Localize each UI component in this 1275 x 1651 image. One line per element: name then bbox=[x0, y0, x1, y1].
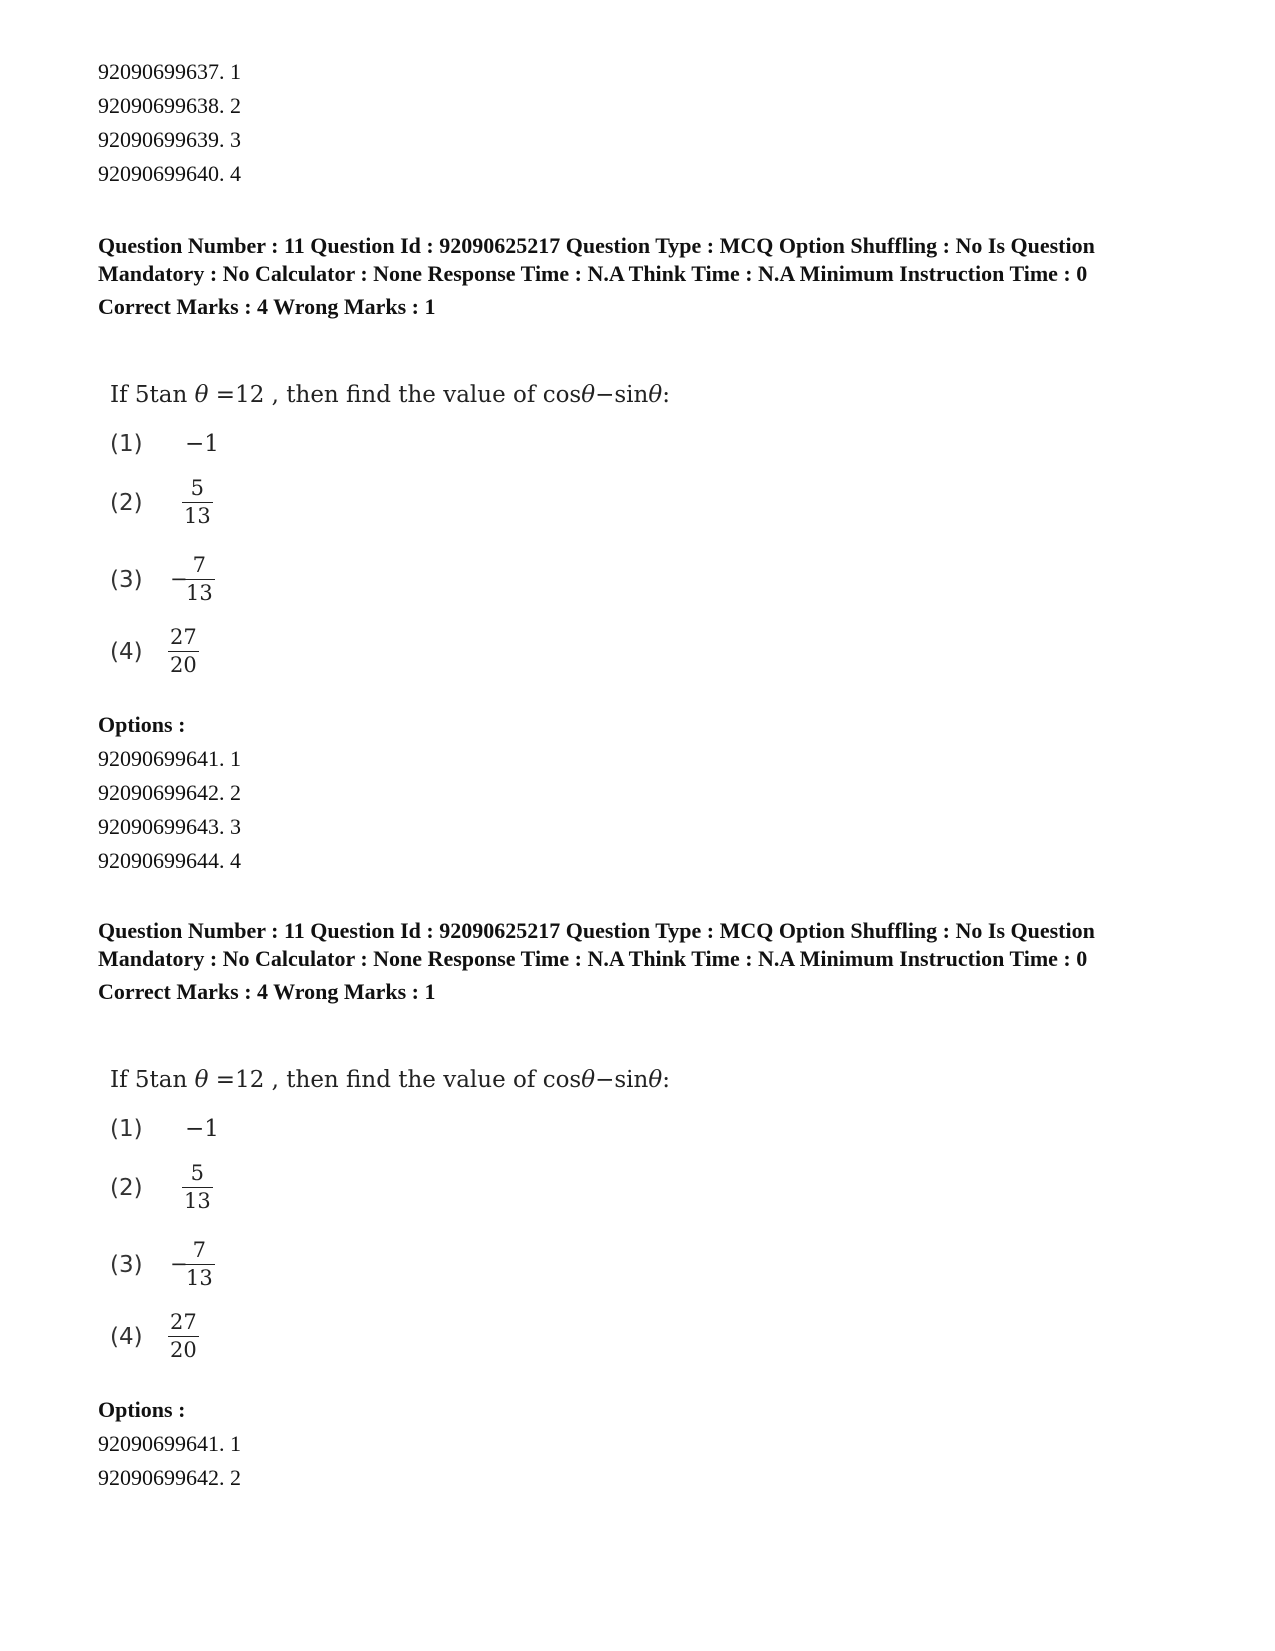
fraction: $\frac{5}{13}$ bbox=[184, 1161, 211, 1213]
option-line: 92090699638. 2 bbox=[98, 93, 241, 118]
option-line: 92090699642. 2 bbox=[98, 780, 241, 805]
fraction: $\frac{7}{13}$ bbox=[186, 553, 213, 605]
option-line: 92090699644. 4 bbox=[98, 848, 241, 873]
option-line: 92090699643. 3 bbox=[98, 814, 241, 839]
question-stem: If 5tan θ =12 , then find the value of cosθ−sinθ: bbox=[110, 382, 670, 408]
question-image: If 5tan θ =12 , then find the value of cosθ−sinθ: (1) −1 (2) $\frac{5}{13}$ (3) − $\frac{7}{13}$ (4) $\frac{27}{20}$ bbox=[110, 1060, 670, 1100]
top-options-list bbox=[98, 55, 241, 191]
question-stem: If 5tan θ =12 , then find the value of cosθ−sinθ: bbox=[110, 1067, 670, 1093]
question-header bbox=[98, 232, 1158, 320]
question-marks: Correct Marks : 4 Wrong Marks : 1 bbox=[98, 294, 436, 319]
question-meta: Question Number : 11 Question Id : 92090625217 Question Type : MCQ Option Shuffling : No Is Question Mandatory : No Calculator : None Response Time : N.A Think Time : N.A Minimum Instruction Time : 0 bbox=[98, 233, 1095, 286]
fraction: $\frac{7}{13}$ bbox=[186, 1238, 213, 1290]
option-line: 92090699641. 1 bbox=[98, 1431, 241, 1456]
question-meta: Question Number : 11 Question Id : 92090625217 Question Type : MCQ Option Shuffling : No Is Question Mandatory : No Calculator : None Response Time : N.A Think Time : N.A Minimum Instruction Time : 0 bbox=[98, 918, 1095, 971]
option-line: 92090699640. 4 bbox=[98, 161, 241, 186]
fraction: $\frac{5}{13}$ bbox=[184, 476, 211, 528]
option-line: 92090699642. 2 bbox=[98, 1465, 241, 1490]
fraction: $\frac{27}{20}$ bbox=[170, 1310, 197, 1362]
options-list bbox=[98, 1393, 241, 1495]
question-marks: Correct Marks : 4 Wrong Marks : 1 bbox=[98, 979, 436, 1004]
option-line: 92090699637. 1 bbox=[98, 59, 241, 84]
option-line: 92090699639. 3 bbox=[98, 127, 241, 152]
option-line: 92090699641. 1 bbox=[98, 746, 241, 771]
options-heading: Options : bbox=[98, 1397, 186, 1422]
options-heading: Options : bbox=[98, 712, 186, 737]
question-header bbox=[98, 917, 1158, 1005]
question-image: If 5tan θ =12 , then find the value of cosθ−sinθ: (1) −1 (2) $\frac{5}{13}$ (3) − $\frac{7}{13}$ (4) $\frac{27}{20}$ bbox=[110, 375, 670, 415]
fraction: $\frac{27}{20}$ bbox=[170, 625, 197, 677]
options-list bbox=[98, 708, 241, 878]
